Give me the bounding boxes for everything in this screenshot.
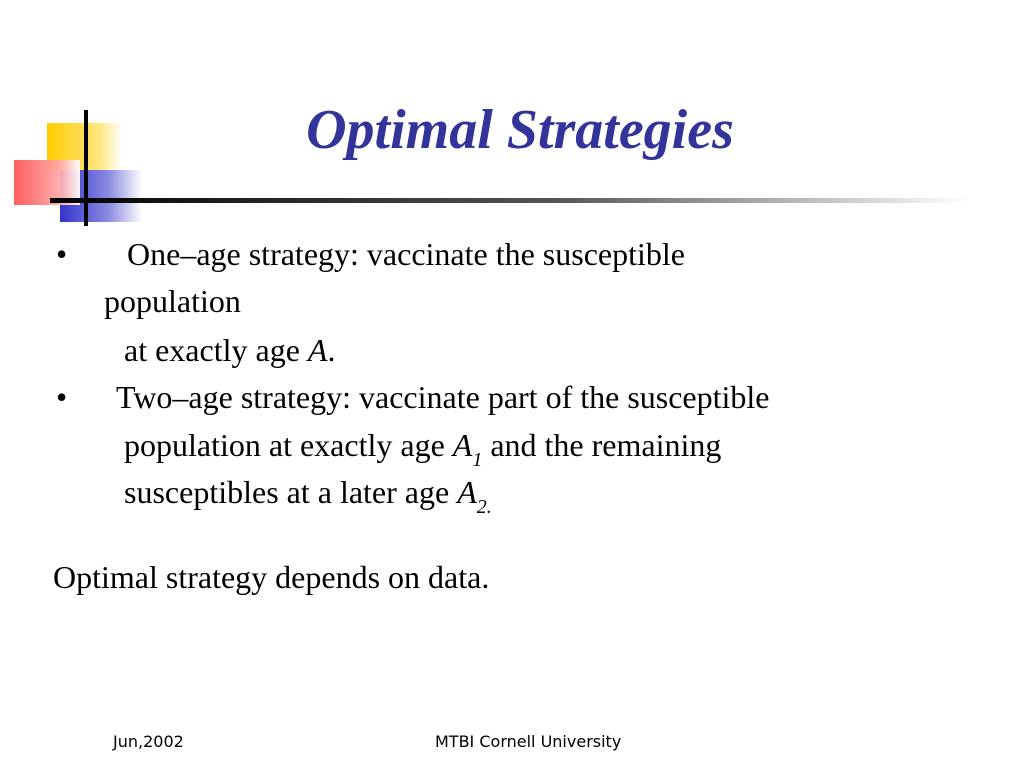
bullet-marker-2: • bbox=[56, 379, 68, 415]
bullet-2-line-3-pre: susceptibles at a later age bbox=[124, 474, 458, 510]
bullet-1-line-2: population bbox=[104, 283, 241, 319]
footer-date: Jun,2002 bbox=[113, 732, 184, 751]
vertical-rule bbox=[84, 110, 88, 226]
age-variable-a1-subscript: 1 bbox=[472, 449, 483, 471]
bullet-1-period: . bbox=[327, 332, 336, 368]
bullet-2-line-1: Two–age strategy: vaccinate part of the susceptible bbox=[116, 379, 770, 415]
bullet-marker-1: • bbox=[56, 236, 68, 272]
bullet-1-line-3 bbox=[124, 327, 335, 373]
bullet-2-line-3 bbox=[124, 469, 492, 520]
bullet-2-line-2 bbox=[124, 422, 721, 473]
footer-organization: MTBI Cornell University bbox=[435, 732, 622, 751]
age-variable-a: A bbox=[307, 332, 328, 368]
age-variable-a1: A bbox=[452, 427, 473, 463]
age-variable-a2: A bbox=[457, 474, 477, 510]
bullet-1-line-3-text: at exactly age bbox=[124, 332, 308, 368]
conclusion-text: Optimal strategy depends on data. bbox=[53, 559, 490, 595]
bullet-1-line-1: One–age strategy: vaccinate the susceptible bbox=[127, 236, 685, 272]
title-underline bbox=[50, 198, 970, 203]
bullet-2-line-2-post: and the remaining bbox=[482, 427, 722, 463]
slide-title: Optimal Strategies bbox=[306, 99, 734, 161]
age-variable-a2-subscript: 2. bbox=[476, 496, 492, 518]
bullet-2-line-2-pre: population at exactly age bbox=[124, 427, 453, 463]
